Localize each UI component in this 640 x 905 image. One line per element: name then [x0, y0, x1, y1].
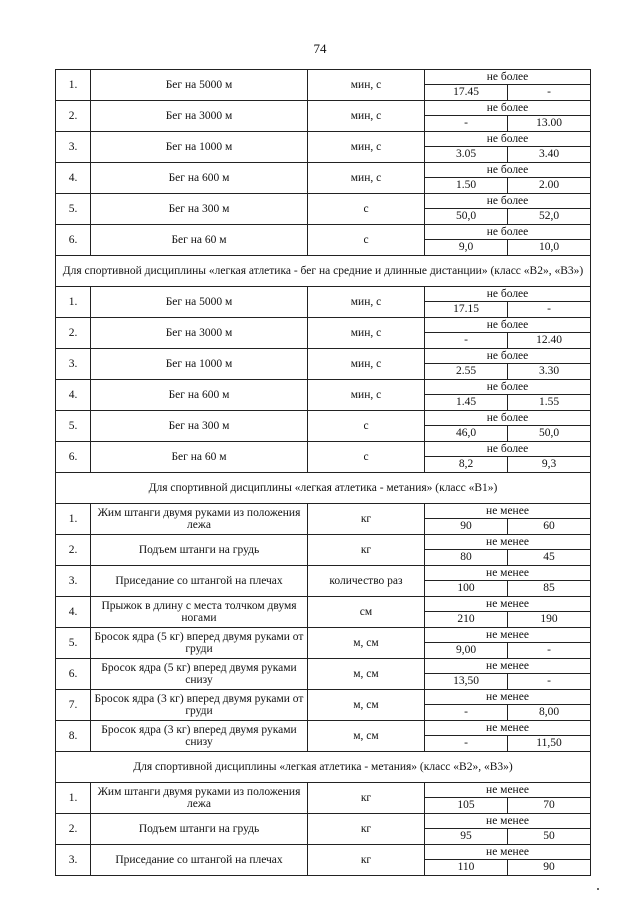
norm-limit-label: не более	[425, 101, 590, 116]
table-row	[56, 287, 591, 318]
norm-value-2: 13.00	[536, 117, 562, 129]
norm-value-1: 1.50	[425, 178, 508, 193]
norm-values	[425, 163, 591, 194]
table-row	[56, 349, 591, 380]
measure-unit: мин, с	[308, 70, 425, 101]
norm-value-2: 9,3	[541, 458, 557, 470]
norm-value-1: 2.55	[425, 364, 508, 379]
exercise-name: Жим штанги двумя руками из положения лежа	[91, 783, 308, 814]
exercise-name: Жим штанги двумя руками из положения лежа	[91, 504, 308, 535]
exercise-name: Бег на 300 м	[91, 194, 308, 225]
measure-unit: м, см	[308, 628, 425, 659]
row-number: 5.	[56, 194, 91, 225]
norm-values	[425, 101, 591, 132]
table-row	[56, 721, 591, 752]
table-row	[56, 163, 591, 194]
norm-value-1: 110	[425, 860, 508, 875]
exercise-name: Прыжок в длину с места толчком двумя ногами	[91, 597, 308, 628]
norm-value-2: 8,00	[538, 706, 560, 718]
norms-table	[55, 69, 591, 876]
section-title: Для спортивной дисциплины «легкая атлетика - бег на средние и длинные дистанции» (класс «В2», «В3»)	[56, 256, 591, 287]
row-number: 4.	[56, 380, 91, 411]
row-number: 6.	[56, 442, 91, 473]
norm-value-2: 3.30	[538, 365, 560, 377]
norm-values	[425, 535, 591, 566]
norm-limit-label: не более	[425, 411, 590, 426]
row-number: 4.	[56, 163, 91, 194]
norm-value-1: -	[425, 333, 508, 348]
measure-unit: с	[308, 411, 425, 442]
norm-value-1: -	[425, 116, 508, 131]
norm-limit-label: не менее	[425, 783, 590, 798]
measure-unit: количество раз	[308, 566, 425, 597]
section-header-row	[56, 473, 591, 504]
table-row	[56, 597, 591, 628]
norm-value-1: 95	[425, 829, 508, 844]
norm-value-1: 17.15	[425, 302, 508, 317]
norm-limit-label: не менее	[425, 721, 590, 736]
norm-value-1: 100	[425, 581, 508, 596]
norms-table-body	[56, 70, 591, 876]
norm-value-1: 105	[425, 798, 508, 813]
row-number: 5.	[56, 628, 91, 659]
norm-limit-label: не более	[425, 225, 590, 240]
norm-limit-label: не менее	[425, 690, 590, 705]
norm-value-2: 11,50	[536, 737, 562, 749]
table-row	[56, 659, 591, 690]
norm-value-1: 8,2	[425, 457, 508, 472]
norm-value-2: -	[547, 303, 551, 315]
table-row	[56, 814, 591, 845]
norm-values	[425, 70, 591, 101]
norm-value-2: 90	[543, 861, 555, 873]
table-row	[56, 566, 591, 597]
norm-value-1: 13,50	[425, 674, 508, 689]
norm-value-2: 2.00	[538, 179, 560, 191]
norm-values	[425, 690, 591, 721]
table-row	[56, 380, 591, 411]
norm-values	[425, 628, 591, 659]
row-number: 6.	[56, 225, 91, 256]
measure-unit: мин, с	[308, 101, 425, 132]
norm-value-2: 50,0	[538, 427, 560, 439]
norm-value-2: 85	[543, 582, 555, 594]
exercise-name: Бег на 5000 м	[91, 287, 308, 318]
row-number: 7.	[56, 690, 91, 721]
exercise-name: Бег на 3000 м	[91, 318, 308, 349]
exercise-name: Бег на 5000 м	[91, 70, 308, 101]
row-number: 2.	[56, 318, 91, 349]
norm-values	[425, 318, 591, 349]
exercise-name: Бег на 600 м	[91, 380, 308, 411]
row-number: 2.	[56, 535, 91, 566]
measure-unit: мин, с	[308, 380, 425, 411]
measure-unit: кг	[308, 814, 425, 845]
table-row	[56, 504, 591, 535]
measure-unit: с	[308, 194, 425, 225]
exercise-name: Приседание со штангой на плечах	[91, 566, 308, 597]
norm-values	[425, 566, 591, 597]
norm-limit-label: не менее	[425, 566, 590, 581]
row-number: 5.	[56, 411, 91, 442]
exercise-name: Бег на 60 м	[91, 225, 308, 256]
norm-values	[425, 380, 591, 411]
norm-limit-label: не более	[425, 287, 590, 302]
norm-limit-label: не более	[425, 194, 590, 209]
measure-unit: кг	[308, 845, 425, 876]
measure-unit: кг	[308, 504, 425, 535]
exercise-name: Бег на 60 м	[91, 442, 308, 473]
table-row	[56, 628, 591, 659]
exercise-name: Бег на 600 м	[91, 163, 308, 194]
measure-unit: см	[308, 597, 425, 628]
table-row	[56, 318, 591, 349]
exercise-name: Бег на 300 м	[91, 411, 308, 442]
norm-value-1: 210	[425, 612, 508, 627]
norm-values	[425, 783, 591, 814]
norm-value-1: 50,0	[425, 209, 508, 224]
page-number: 74	[313, 41, 327, 56]
norm-value-2: 70	[543, 799, 555, 811]
row-number: 6.	[56, 659, 91, 690]
row-number: 1.	[56, 287, 91, 318]
norm-limit-label: не менее	[425, 597, 590, 612]
row-number: 4.	[56, 597, 91, 628]
table-row	[56, 783, 591, 814]
norm-value-2: -	[547, 644, 551, 656]
norm-value-1: 9,00	[425, 643, 508, 658]
exercise-name: Подъем штанги на грудь	[91, 814, 308, 845]
table-row	[56, 845, 591, 876]
norm-values	[425, 659, 591, 690]
norm-values	[425, 194, 591, 225]
exercise-name: Бросок ядра (3 кг) вперед двумя руками от груди	[91, 690, 308, 721]
measure-unit: мин, с	[308, 349, 425, 380]
norm-limit-label: не более	[425, 163, 590, 178]
norm-values	[425, 349, 591, 380]
norm-limit-label: не менее	[425, 504, 590, 519]
norm-values	[425, 411, 591, 442]
measure-unit: кг	[308, 535, 425, 566]
table-row	[56, 132, 591, 163]
norm-value-2: 45	[543, 551, 555, 563]
row-number: 2.	[56, 814, 91, 845]
norm-limit-label: не менее	[425, 845, 590, 860]
norm-value-1: 1.45	[425, 395, 508, 410]
table-row	[56, 535, 591, 566]
norm-limit-label: не более	[425, 132, 590, 147]
measure-unit: с	[308, 442, 425, 473]
norm-value-2: 3.40	[538, 148, 560, 160]
norm-value-2: 60	[543, 520, 555, 532]
section-header-row	[56, 752, 591, 783]
norm-value-2: 12.40	[536, 334, 562, 346]
table-row	[56, 70, 591, 101]
norm-limit-label: не более	[425, 380, 590, 395]
exercise-name: Подъем штанги на грудь	[91, 535, 308, 566]
norm-limit-label: не более	[425, 442, 590, 457]
norm-value-1: 3.05	[425, 147, 508, 162]
measure-unit: мин, с	[308, 318, 425, 349]
norm-values	[425, 814, 591, 845]
norm-value-2: 190	[540, 613, 558, 625]
table-row	[56, 690, 591, 721]
norm-limit-label: не менее	[425, 628, 590, 643]
row-number: 3.	[56, 132, 91, 163]
norm-value-2: 50	[543, 830, 555, 842]
measure-unit: кг	[308, 783, 425, 814]
norm-value-1: -	[425, 736, 508, 751]
measure-unit: мин, с	[308, 132, 425, 163]
norm-value-1: 46,0	[425, 426, 508, 441]
measure-unit: мин, с	[308, 163, 425, 194]
row-number: 3.	[56, 349, 91, 380]
exercise-name: Бросок ядра (5 кг) вперед двумя руками снизу	[91, 659, 308, 690]
measure-unit: м, см	[308, 659, 425, 690]
row-number: 3.	[56, 566, 91, 597]
norm-limit-label: не более	[425, 70, 590, 85]
norm-value-2: -	[547, 675, 551, 687]
norm-limit-label: не менее	[425, 814, 590, 829]
measure-unit: м, см	[308, 721, 425, 752]
measure-unit: с	[308, 225, 425, 256]
norm-value-2: 1.55	[538, 396, 560, 408]
measure-unit: мин, с	[308, 287, 425, 318]
exercise-name: Бег на 3000 м	[91, 101, 308, 132]
norm-values	[425, 225, 591, 256]
table-row	[56, 194, 591, 225]
norm-value-1: 90	[425, 519, 508, 534]
norm-value-2: 52,0	[538, 210, 560, 222]
norm-value-1: -	[425, 705, 508, 720]
exercise-name: Бег на 1000 м	[91, 349, 308, 380]
norm-limit-label: не менее	[425, 535, 590, 550]
table-row	[56, 442, 591, 473]
row-number: 8.	[56, 721, 91, 752]
norm-limit-label: не более	[425, 318, 590, 333]
exercise-name: Бросок ядра (5 кг) вперед двумя руками от груди	[91, 628, 308, 659]
norm-values	[425, 721, 591, 752]
row-number: 2.	[56, 101, 91, 132]
norm-value-2: 10,0	[538, 241, 560, 253]
norm-value-1: 80	[425, 550, 508, 565]
norm-limit-label: не более	[425, 349, 590, 364]
section-title: Для спортивной дисциплины «легкая атлетика - метания» (класс «В2», «В3»)	[56, 752, 591, 783]
norm-values	[425, 287, 591, 318]
section-header-row	[56, 256, 591, 287]
exercise-name: Бросок ядра (3 кг) вперед двумя руками снизу	[91, 721, 308, 752]
norm-value-2: -	[547, 86, 551, 98]
exercise-name: Бег на 1000 м	[91, 132, 308, 163]
row-number: 1.	[56, 504, 91, 535]
table-row	[56, 101, 591, 132]
table-row	[56, 411, 591, 442]
norm-value-1: 17.45	[425, 85, 508, 100]
row-number: 1.	[56, 783, 91, 814]
norm-limit-label: не менее	[425, 659, 590, 674]
scan-speck	[597, 888, 599, 890]
norm-values	[425, 597, 591, 628]
norm-values	[425, 504, 591, 535]
norm-value-1: 9,0	[425, 240, 508, 255]
table-row	[56, 225, 591, 256]
norm-values	[425, 132, 591, 163]
exercise-name: Приседание со штангой на плечах	[91, 845, 308, 876]
measure-unit: м, см	[308, 690, 425, 721]
section-title: Для спортивной дисциплины «легкая атлетика - метания» (класс «В1»)	[56, 473, 591, 504]
norm-values	[425, 442, 591, 473]
row-number: 3.	[56, 845, 91, 876]
row-number: 1.	[56, 70, 91, 101]
norm-values	[425, 845, 591, 876]
